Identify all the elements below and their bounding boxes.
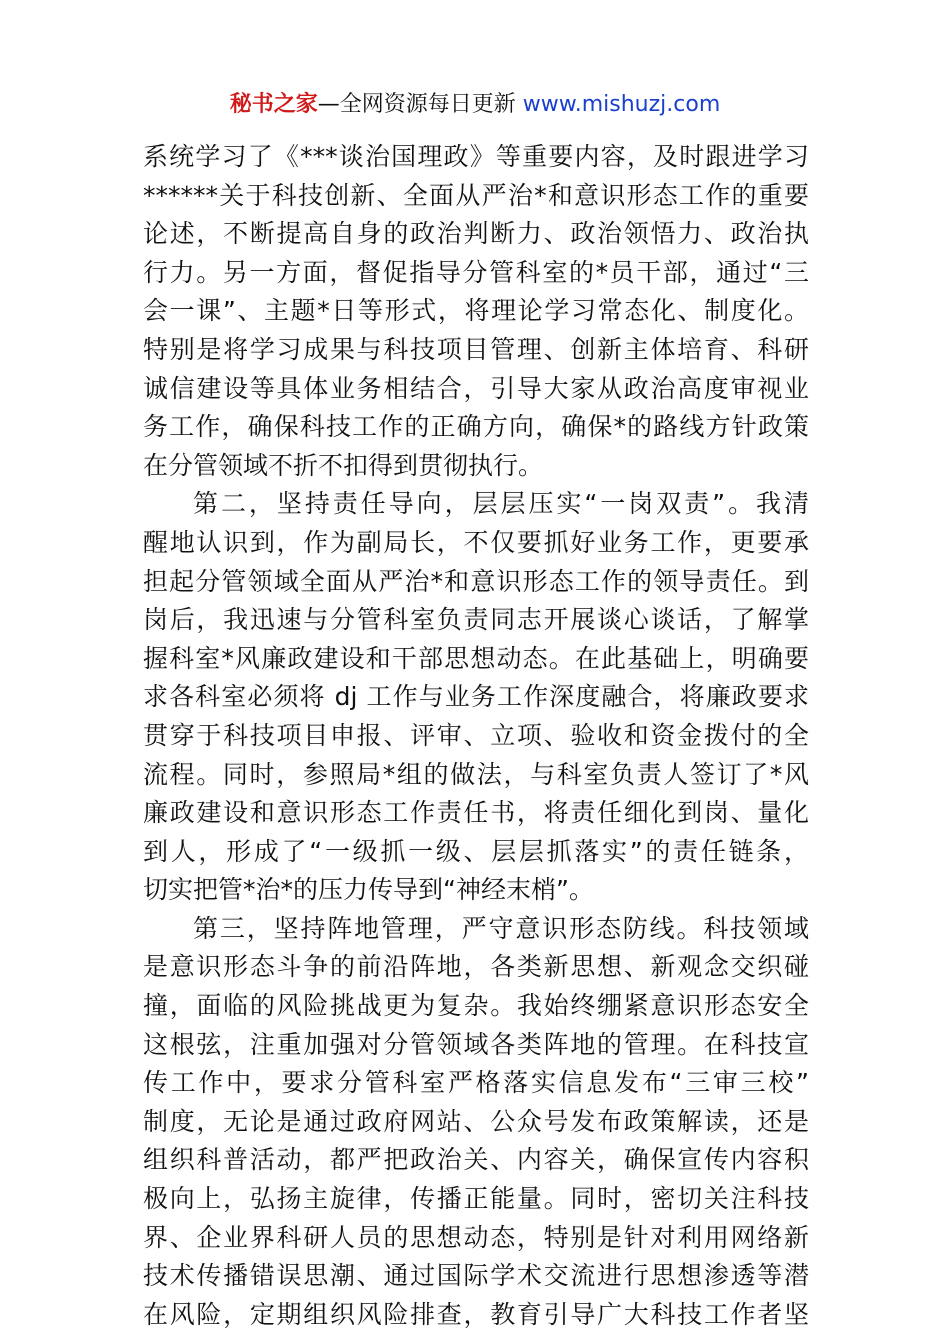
text-line: 廉政建设和意识形态工作责任书，将责任细化到岗、量化 xyxy=(143,798,809,828)
text-line: 务工作，确保科技工作的正确方向，确保*的路线方针政策 xyxy=(143,412,809,442)
text-line: 担起分管领域全面从严治*和意识形态工作的领导责任。到 xyxy=(143,566,809,596)
text-line: 求各科室必须将 dj 工作与业务工作深度融合，将廉政要求 xyxy=(143,682,809,712)
site-header xyxy=(0,88,950,122)
text-line: 论述，不断提高自身的政治判断力、政治领悟力、政治执 xyxy=(143,219,809,249)
document-body xyxy=(143,138,809,1334)
text-line: 会一课”、主题*日等形式，将理论学习常态化、制度化。 xyxy=(143,296,809,326)
text-line: 行力。另一方面，督促指导分管科室的*员干部，通过“三 xyxy=(143,257,809,287)
site-url-link[interactable]: www.mishuzj.com xyxy=(522,92,721,117)
brand-name: 秘书之家 xyxy=(229,92,318,117)
text-line: 这根弦，注重加强对分管领域各类阵地的管理。在科技宣 xyxy=(143,1029,809,1059)
text-line: 制度，无论是通过政府网站、公众号发布政策解读，还是 xyxy=(143,1106,809,1136)
text-line: 传工作中，要求分管科室严格落实信息发布“三审三校” xyxy=(143,1068,809,1098)
text-line: 第三，坚持阵地管理，严守意识形态防线。科技领域 xyxy=(193,913,809,943)
text-line: 极向上，弘扬主旋律，传播正能量。同时，密切关注科技 xyxy=(143,1184,809,1214)
text-line: 在分管领域不折不扣得到贯彻执行。 xyxy=(143,450,544,480)
header-tagline: —全网资源每日更新 xyxy=(317,92,523,117)
text-line: 是意识形态斗争的前沿阵地，各类新思想、新观念交织碰 xyxy=(143,952,809,982)
paragraph xyxy=(143,138,809,485)
text-line: 到人，形成了“一级抓一级、层层抓落实”的责任链条， xyxy=(143,836,809,866)
text-line: 诚信建设等具体业务相结合，引导大家从政治高度审视业 xyxy=(143,373,809,403)
text-line: 特别是将学习成果与科技项目管理、创新主体培育、科研 xyxy=(143,334,809,364)
text-line: 贯穿于科技项目申报、评审、立项、验收和资金拨付的全 xyxy=(143,720,809,750)
text-line: 握科室*风廉政建设和干部思想动态。在此基础上，明确要 xyxy=(143,643,809,673)
text-line: 组织科普活动，都严把政治关、内容关，确保宣传内容积 xyxy=(143,1145,809,1175)
text-line: 切实把管*治*的压力传导到“神经末梢”。 xyxy=(143,875,594,905)
text-line: 界、企业界科研人员的思想动态，特别是针对利用网络新 xyxy=(143,1222,809,1252)
paragraph xyxy=(143,910,809,1335)
text-line: 系统学习了《***谈治国理政》等重要内容，及时跟进学习 xyxy=(143,142,809,171)
text-line: 在风险，定期组织风险排查，教育引导广大科技工作者坚 xyxy=(143,1299,809,1329)
text-line: 撞，面临的风险挑战更为复杂。我始终绷紧意识形态安全 xyxy=(143,991,809,1021)
text-line: 技术传播错误思潮、通过国际学术交流进行思想渗透等潜 xyxy=(143,1261,809,1291)
paragraph xyxy=(143,485,809,910)
text-line: 岗后，我迅速与分管科室负责同志开展谈心谈话，了解掌 xyxy=(143,605,809,635)
text-line: 醒地认识到，作为副局长，不仅要抓好业务工作，更要承 xyxy=(143,527,809,557)
text-line: 第二，坚持责任导向，层层压实“一岗双责”。我清 xyxy=(193,489,809,519)
text-line: ******关于科技创新、全面从严治*和意识形态工作的重要 xyxy=(143,180,809,210)
text-line: 流程。同时，参照局*组的做法，与科室负责人签订了*风 xyxy=(143,759,809,789)
